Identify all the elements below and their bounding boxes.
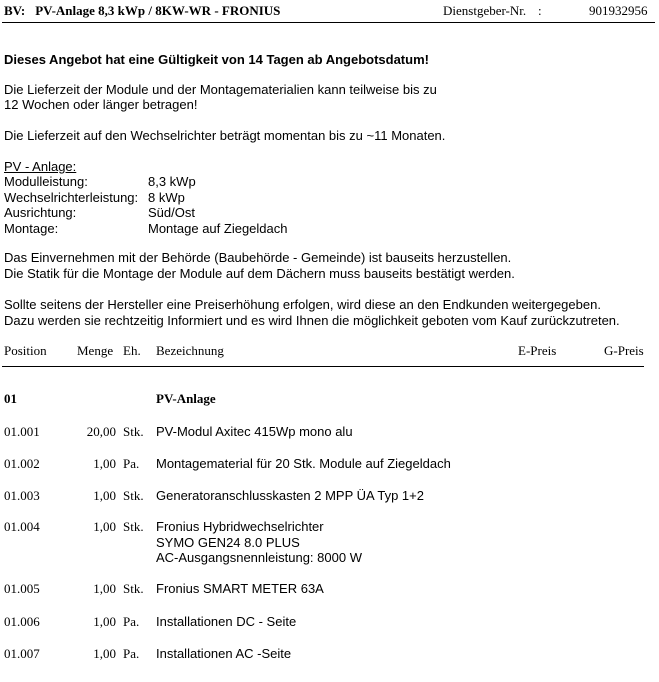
item-unit: Stk. <box>123 519 144 534</box>
item-description-line: SYMO GEN24 8.0 PLUS <box>156 534 300 550</box>
project-title: PV-Anlage 8,3 kWp / 8KW-WR - FRONIUS <box>35 3 281 18</box>
item-description-line: Installationen DC - Seite <box>156 614 297 629</box>
employer-number-separator: : <box>538 3 542 18</box>
item-description-line: Fronius SMART METER 63A <box>156 581 324 596</box>
item-description-line: Montagematerial für 20 Stk. Module auf Ziegeldach <box>156 456 451 471</box>
column-header-position: Position <box>4 343 47 358</box>
pv-spec-label: Wechselrichterleistung: <box>4 189 139 205</box>
project-prefix: BV: <box>4 3 26 18</box>
item-unit: Pa. <box>123 646 140 661</box>
item-description-line: AC-Ausgangsnennleistung: 8000 W <box>156 550 362 565</box>
column-header-unit: Eh. <box>123 343 141 358</box>
pv-spec-label: Modulleistung: <box>4 174 88 189</box>
item-description <box>156 456 451 472</box>
item-unit: Stk. <box>123 581 144 596</box>
pv-spec-row <box>4 174 287 190</box>
item-description <box>156 646 291 662</box>
item-quantity: 20,00 <box>86 424 116 439</box>
project-header <box>4 3 280 19</box>
group-title: PV-Anlage <box>156 391 216 406</box>
pv-specs-heading: PV - Anlage: <box>4 159 77 174</box>
item-description-line: PV-Modul Axitec 415Wp mono alu <box>156 424 353 439</box>
item-description-line: Generatoranschlusskasten 2 MPP ÜA Typ 1+2 <box>156 488 424 503</box>
authority-line-2: Die Statik für die Montage der Module auf dem Dächern muss bauseits bestätigt werden. <box>4 266 515 281</box>
price-line-1: Sollte seitens der Hersteller eine Preiserhöhung erfolgen, wird diese an den Endkunden weitergegeben. <box>4 297 601 312</box>
authority-line-1: Das Einvernehmen mit der Behörde (Baubehörde - Gemeinde) ist bauseits herzustellen. <box>4 250 512 265</box>
column-header-total-price: G-Preis <box>604 343 644 358</box>
item-description <box>156 488 424 504</box>
item-position: 01.002 <box>4 456 40 471</box>
pv-spec-value: Süd/Ost <box>148 205 195 220</box>
pv-spec-row <box>4 221 287 237</box>
column-header-unit-price: E-Preis <box>518 343 557 358</box>
price-line-2: Dazu werden sie rechtzeitig Informiert und es wird Ihnen die möglichkeit geboten vom Kauf zurückzutreten. <box>4 313 620 328</box>
pv-spec-value: Montage auf Ziegeldach <box>148 220 288 236</box>
item-position: 01.007 <box>4 646 40 661</box>
pv-spec-row <box>4 205 287 221</box>
pv-spec-value: 8,3 kWp <box>148 174 196 189</box>
pv-spec-label: Ausrichtung: <box>4 205 77 220</box>
item-position: 01.003 <box>4 488 40 503</box>
item-quantity: 1,00 <box>93 646 116 661</box>
item-description <box>156 581 324 597</box>
item-position: 01.001 <box>4 424 40 439</box>
group-position: 01 <box>4 391 17 406</box>
item-quantity: 1,00 <box>93 519 116 534</box>
item-description <box>156 424 353 440</box>
item-description-line: Installationen AC -Seite <box>156 646 292 661</box>
item-position: 01.005 <box>4 581 40 596</box>
item-unit: Pa. <box>123 456 140 471</box>
item-description-line: Fronius Hybridwechselrichter <box>156 519 324 534</box>
item-position: 01.004 <box>4 519 40 534</box>
item-description <box>156 519 362 566</box>
item-quantity: 1,00 <box>93 456 116 471</box>
validity-notice: Dieses Angebot hat eine Gültigkeit von 14 Tagen ab Angebotsdatum! <box>4 52 429 67</box>
header-divider <box>2 22 655 23</box>
pv-spec-value: 8 kWp <box>148 189 185 205</box>
pv-specs-list <box>4 174 287 236</box>
column-header-description: Bezeichnung <box>156 343 224 358</box>
item-unit: Stk. <box>123 488 144 503</box>
item-unit: Stk. <box>123 424 144 439</box>
item-quantity: 1,00 <box>93 488 116 503</box>
table-header-divider <box>2 366 644 367</box>
item-quantity: 1,00 <box>93 581 116 596</box>
pv-spec-row <box>4 190 287 206</box>
delivery-modules-line-1: Die Lieferzeit der Module und der Montagematerialien kann teilweise bis zu <box>4 82 437 97</box>
item-position: 01.006 <box>4 614 40 629</box>
delivery-inverter-notice: Die Lieferzeit auf den Wechselrichter beträgt momentan bis zu ~11 Monaten. <box>4 128 446 143</box>
pv-spec-label: Montage: <box>4 220 59 236</box>
employer-number-value: 901932956 <box>589 3 648 18</box>
column-header-quantity: Menge <box>77 343 114 358</box>
item-description <box>156 614 296 630</box>
delivery-modules-line-2: 12 Wochen oder länger betragen! <box>4 97 198 112</box>
item-unit: Pa. <box>123 614 140 629</box>
employer-number-label: Dienstgeber-Nr. <box>443 3 527 18</box>
item-quantity: 1,00 <box>93 614 116 629</box>
